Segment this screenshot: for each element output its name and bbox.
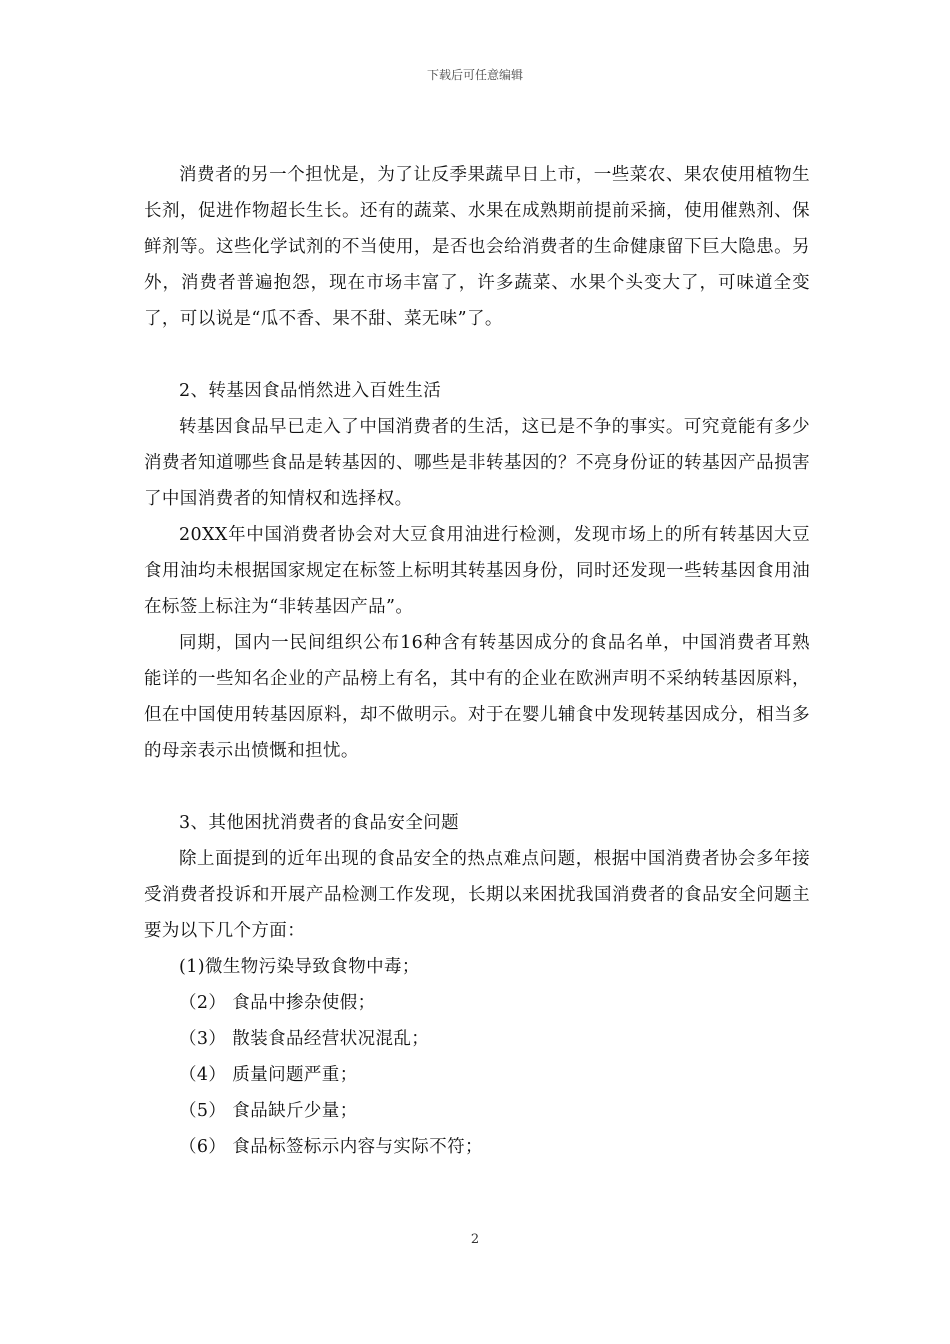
paragraph-soybean-oil-test: 20XX年中国消费者协会对大豆食用油进行检测，发现市场上的所有转基因大豆食用油均未根据国家规定在标签上标明其转基因身份，同时还发现一些转基因食用油在标签上标注为“非转基因产品”。 <box>144 525 810 617</box>
list-item: （3） 散装食品经营状况混乱； <box>179 1029 430 1049</box>
paragraph-gm-food-intro: 转基因食品早已走入了中国消费者的生活，这已是不争的事实。可究竟能有多少消费者知道哪些食品是转基因的、哪些是非转基因的？不亮身份证的转基因产品损害了中国消费者的知情权和选择权。 <box>144 417 810 509</box>
paragraph-consumer-worry: 消费者的另一个担忧是，为了让反季果蔬早日上市，一些菜农、果农使用植物生长剂，促进作物超长生长。还有的蔬菜、水果在成熟期前提前采摘，使用催熟剂、保鲜剂等。这些化学试剂的不当使用，是否也会给消费者的生命健康留下巨大隐患。另外，消费者普遍抱怨，现在市场丰富了，许多蔬菜、水果个头变大了，可味道全变了，可以说是“瓜不香、果不甜、菜无味”了。 <box>144 165 810 329</box>
section-heading-3: 3、其他困扰消费者的食品安全问题 <box>179 813 460 833</box>
paragraph-other-issues: 除上面提到的近年出现的食品安全的热点难点问题，根据中国消费者协会多年接受消费者投诉和开展产品检测工作发现，长期以来困扰我国消费者的食品安全问题主要为以下几个方面： <box>144 849 810 941</box>
page-header: 下载后可任意编辑 <box>426 68 523 82</box>
paragraph-gm-food-list: 同期，国内一民间组织公布16种含有转基因成分的食品名单，中国消费者耳熟能详的一些知名企业的产品榜上有名，其中有的企业在欧洲声明不采纳转基因原料，但在中国使用转基因原料，却不做明示。对于在婴儿辅食中发现转基因成分，相当多的母亲表示出愤慨和担忧。 <box>144 633 810 761</box>
paragraph-spacer <box>144 337 810 373</box>
document-body <box>144 157 810 1165</box>
paragraph-spacer <box>144 769 810 805</box>
page-number: 2 <box>470 1232 480 1247</box>
list-item: （4） 质量问题严重； <box>179 1065 358 1085</box>
list-item: （5） 食品缺斤少量； <box>179 1101 358 1121</box>
list-item: （6） 食品标签标示内容与实际不符； <box>179 1137 483 1157</box>
section-heading-2: 2、转基因食品悄然进入百姓生活 <box>179 381 442 401</box>
list-item: (1)微生物污染导致食物中毒； <box>179 957 420 977</box>
list-item: （2） 食品中掺杂使假； <box>179 993 376 1013</box>
